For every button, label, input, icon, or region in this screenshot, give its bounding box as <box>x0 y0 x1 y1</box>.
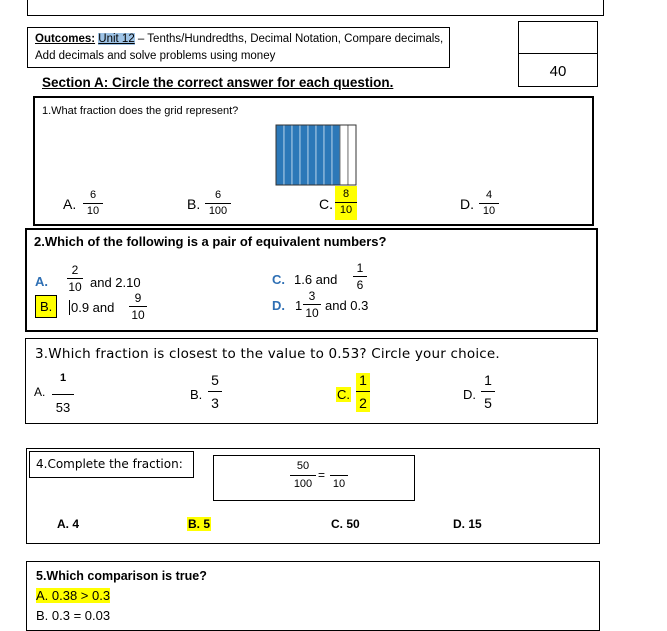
q1-box <box>33 96 594 226</box>
q3-option-c-den: 2 <box>359 395 367 411</box>
q1-option-a-letter: A. <box>63 196 77 212</box>
q3-option-c-num: 1 <box>359 372 367 388</box>
q2-option-d-num: 3 <box>308 289 316 303</box>
q4-option-d[interactable]: D. 15 <box>453 517 482 531</box>
q1-option-b-letter: B. <box>187 196 201 212</box>
q2-option-c-letter: C. <box>272 272 285 287</box>
q3-option-d-den: 5 <box>484 395 492 411</box>
q3-box <box>25 338 598 424</box>
score-value: 40 <box>549 63 567 80</box>
q1-question: 1.What fraction does the grid represent? <box>42 105 239 117</box>
q1-option-d-letter: D. <box>460 196 474 212</box>
q1-option-b-num: 6 <box>214 189 222 201</box>
q2-option-a-letter: A. <box>35 274 48 289</box>
q5-question: 5.Which comparison is true? <box>36 569 207 583</box>
q3-option-b-num: 5 <box>211 372 219 388</box>
q4-option-a[interactable]: A. 4 <box>57 517 80 531</box>
grid-column-shaded <box>300 125 308 185</box>
q4-box <box>26 448 600 544</box>
q2-option-c-text: 1.6 and <box>294 272 338 287</box>
q4-question-box <box>29 451 194 478</box>
q3-option-a-num: 1 <box>59 372 67 384</box>
q3-option-a-den: 53 <box>55 400 71 415</box>
grid-column-empty <box>348 125 356 185</box>
q4-eq-den: 100 <box>293 478 313 490</box>
grid-column-shaded <box>292 125 300 185</box>
q1-option-d-num: 4 <box>485 189 493 201</box>
q1-option-a-den: 10 <box>86 205 100 217</box>
grid-column-shaded <box>332 125 340 185</box>
q2-option-a-text: and 2.10 <box>90 275 141 290</box>
q4-option-b[interactable]: B. 5 <box>188 517 211 531</box>
q5-option-b[interactable]: B. 0.3 = 0.03 <box>36 608 111 623</box>
q5-option-a[interactable]: A. 0.38 > 0.3 <box>36 588 111 603</box>
q3-option-b-den: 3 <box>211 395 219 411</box>
score-box-top <box>518 21 598 54</box>
grid-column-shaded <box>324 125 332 185</box>
header-box <box>27 0 604 16</box>
q2-option-d-letter: D. <box>272 298 285 313</box>
q2-option-d-den: 10 <box>305 306 319 320</box>
outcomes-topics: – Tenths/Hundredths, Decimal Notation, Compare decimals, <box>134 33 444 45</box>
q4-eq-num: 50 <box>296 460 310 472</box>
q3-option-d-num: 1 <box>484 372 492 388</box>
q4-eq-sign: = <box>318 468 326 482</box>
q2-option-a-num: 2 <box>71 263 79 277</box>
q3-option-c-letter: C. <box>337 387 350 402</box>
q1-option-c-letter: C. <box>319 196 333 212</box>
outcomes-line-1 <box>35 33 443 45</box>
q1-option-c-num: 8 <box>342 188 350 200</box>
q2-option-d-whole: 1 <box>295 298 303 313</box>
q1-grid <box>275 124 357 186</box>
q3-option-b-letter: B. <box>190 387 203 402</box>
grid-column-shaded <box>276 125 284 185</box>
q1-option-c-den: 10 <box>339 204 353 216</box>
q3-option-a-letter: A. <box>34 385 46 399</box>
outcomes-line-2: Add decimals and solve problems using money <box>35 50 276 62</box>
q4-option-c[interactable]: C. 50 <box>331 517 360 531</box>
q2-option-b-den: 10 <box>131 308 145 322</box>
grid-column-shaded <box>308 125 316 185</box>
grid-column-empty <box>340 125 348 185</box>
q3-option-d-letter: D. <box>463 387 476 402</box>
q3-question: 3.Which fraction is closest to the value to 0.53? Circle your choice. <box>35 346 500 362</box>
q1-option-a-num: 6 <box>89 189 97 201</box>
section-a-title: Section A: Circle the correct answer for each question. <box>42 75 394 90</box>
grid-column-shaded <box>316 125 324 185</box>
q1-option-b-den: 100 <box>208 205 228 217</box>
q4-equation-box <box>213 455 415 501</box>
q2-option-d-text: and 0.3 <box>325 298 369 313</box>
q4-blank-den: 10 <box>332 478 346 490</box>
q2-question: 2.Which of the following is a pair of equivalent numbers? <box>34 234 387 249</box>
q1-option-d-den: 10 <box>482 205 496 217</box>
grid-column-shaded <box>284 125 292 185</box>
q5-box <box>26 561 600 631</box>
q2-option-b-num: 9 <box>134 291 142 305</box>
q2-option-c-num: 1 <box>356 261 364 275</box>
outcomes-title: Outcomes: <box>35 33 96 45</box>
q2-option-a-den: 10 <box>68 280 82 294</box>
score-box <box>518 53 598 87</box>
q2-box <box>25 228 598 332</box>
q2-option-b-letter: B. <box>35 295 57 318</box>
q4-question: 4.Complete the fraction: <box>36 457 183 471</box>
q2-option-b-text: 0.9 and <box>71 300 115 315</box>
outcomes-unit: Unit 12 <box>98 33 135 45</box>
q2-option-c-den: 6 <box>356 278 364 292</box>
outcomes-box <box>27 27 450 68</box>
